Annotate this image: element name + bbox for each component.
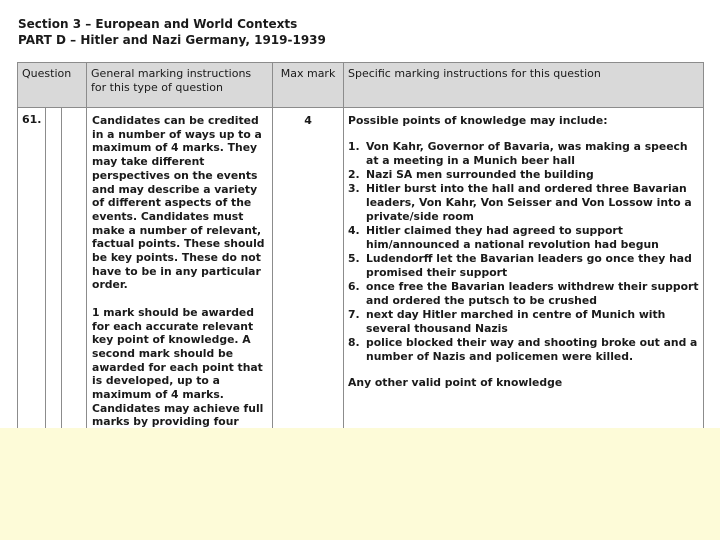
footer-band: [0, 428, 720, 540]
max-mark-value: 4: [273, 108, 344, 489]
general-paragraph: Candidates can be credited in a number of ways up to a maximum of 4 marks. They may take different perspectives on the events and may describe a variety of different aspects of the events. Candidates must make a number of relevant, factual points. These should be key points. These do not have to be in any particular order.: [92, 114, 265, 292]
specific-other: Any other valid point of knowledge: [348, 376, 563, 389]
points-list: [348, 140, 699, 364]
specific-intro: Possible points of knowledge may include:: [348, 114, 608, 127]
list-item: 4. Hitler claimed they had agreed to support him/announced a national revolution had begun: [348, 224, 659, 251]
list-item: 6. once free the Bavarian leaders withdrew their support and ordered the putsch to be crushed: [348, 280, 699, 307]
list-item: 5. Ludendorff let the Bavarian leaders go once they had promised their support: [348, 252, 692, 279]
list-item: 7. next day Hitler marched in centre of Munich with several thousand Nazis: [348, 308, 666, 335]
part-title: PART D – Hitler and Nazi Germany, 1919-1939: [18, 33, 326, 47]
list-item: 3. Hitler burst into the hall and ordered three Bavarian leaders, Von Kahr, Von Seisser and Von Lossow into a private/side room: [348, 182, 692, 223]
list-item: 2. Nazi SA men surrounded the building: [348, 168, 594, 181]
header-question: Question: [18, 63, 87, 108]
header-specific: Specific marking instructions for this question: [344, 63, 704, 108]
marking-table: [17, 62, 704, 489]
header-max-mark: Max mark: [273, 63, 344, 108]
question-number: 61.: [18, 108, 46, 489]
list-item: 1. Von Kahr, Governor of Bavaria, was making a speech at a meeting in a Munich beer hall: [348, 140, 688, 167]
table-header-row: [18, 63, 704, 108]
general-paragraph: 1 mark should be awarded for each accurate relevant key point of knowledge. A second mark should be awarded for each point that is developed, up to a maximum of 4 marks. Candidates may achieve full marks by providing four: [92, 305, 264, 429]
document-heading: [18, 16, 326, 48]
list-item: 8. police blocked their way and shooting broke out and a number of Nazis and policemen were killed.: [348, 336, 698, 363]
section-title: Section 3 – European and World Contexts: [18, 17, 298, 31]
header-general: General marking instructions for this type of question: [87, 63, 273, 108]
